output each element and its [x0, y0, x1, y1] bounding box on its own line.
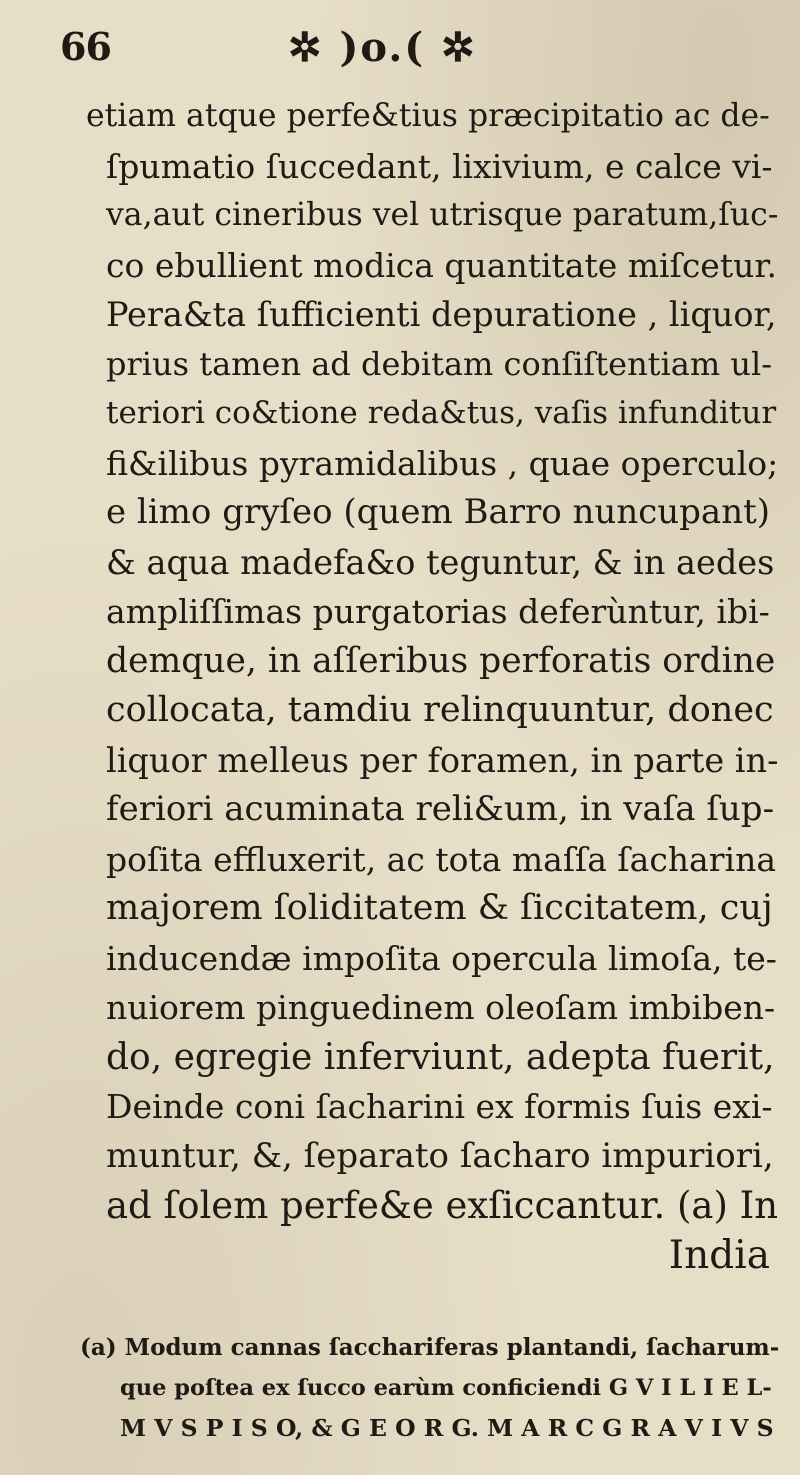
catchword: India: [668, 1232, 770, 1278]
footnote: [80, 1328, 780, 1448]
page-number: 66: [60, 24, 111, 69]
text-line: do, egregie inferviunt, adepta fuerit,: [106, 1036, 775, 1078]
text-line: nuiorem pinguedinem oleoſam imbiben-: [106, 988, 776, 1027]
text-line: e limo gryſeo (quem Barro nuncupant): [106, 492, 771, 532]
text-line: inducendæ impoſita opercula limoſa, te-: [106, 938, 777, 978]
text-line: Pera&ta ſufficienti depuratione , liquor,: [106, 295, 777, 334]
text-line: liquor melleus per foramen, in parte in-: [106, 740, 779, 780]
text-line: co ebullient modica quantitate miſcetur.: [106, 245, 777, 285]
header-ornament: ✲ )o.( ✲: [288, 24, 477, 71]
text-line: ad ſolem perfe&e exſiccantur. (a) In: [106, 1184, 779, 1227]
text-line: va,aut cineribus vel utrisque paratum,ſuc-: [106, 197, 779, 233]
text-line: fi&ilibus pyramidalibus , quae operculo;: [106, 443, 779, 483]
text-line: feriori acuminata reli&um, in vaſa ſup-: [106, 789, 775, 829]
text-line: Deinde coni ſacharini ex formis ſuis exi-: [106, 1087, 773, 1126]
footnote-line: M V S P I S O, & G E O R G. M A R C G R A V I V S: [120, 1414, 774, 1442]
text-line: teriori co&tione reda&tus, vaſis infunditur: [106, 395, 777, 431]
text-line: & aqua madefa&o teguntur, & in aedes: [106, 542, 775, 582]
text-line: majorem ſoliditatem & ſiccitatem, cuj: [106, 888, 773, 928]
footnote-line: (a) Modum cannas ſacchariferas plantandi, ſacharum-: [80, 1334, 780, 1361]
text-line: demque, in aſſeribus perforatis ordine: [106, 640, 776, 681]
text-line: ampliſſimas purgatorias deferùntur, ibi-: [106, 592, 770, 631]
text-line: ſpumatio ſuccedant, lixivium, e calce vi-: [106, 146, 773, 186]
text-line: muntur, &, ſeparato ſacharo impuriori,: [106, 1135, 774, 1176]
page-header: [58, 14, 760, 74]
text-line: collocata, tamdiu relinquuntur, donec: [106, 690, 774, 730]
text-line: etiam atque perfe&tius præcipitatio ac de-: [86, 98, 770, 134]
footnote-line: que poſtea ex ſucco earùm conficiendi G V I L I E L-: [120, 1375, 772, 1401]
main-text: [58, 92, 778, 1280]
text-line: prius tamen ad debitam conſiſtentiam ul-: [106, 344, 773, 383]
text-line: poſita effluxerit, ac tota maſſa ſacharina: [106, 839, 776, 879]
